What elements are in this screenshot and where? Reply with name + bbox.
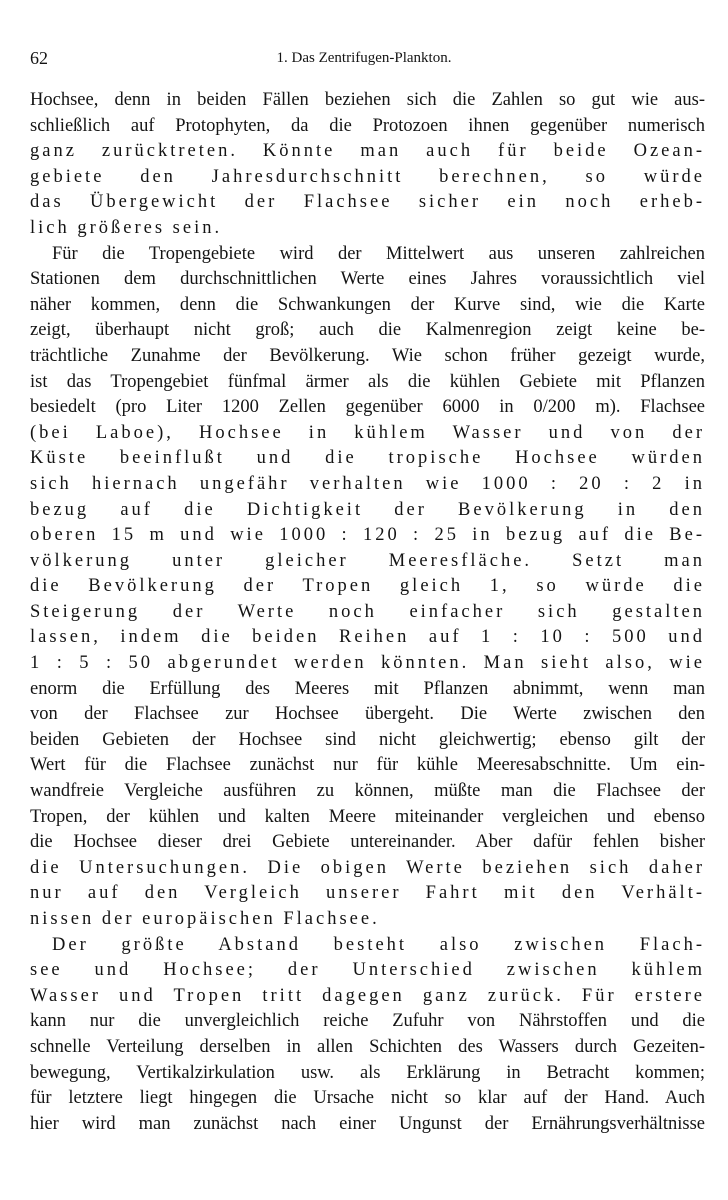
text-line: völkerung unter gleicher Meeresfläche. Setzt man: [30, 550, 705, 571]
text-line: 1 : 5 : 50 abgerundet werden könnten. Man sieht also, wie: [30, 653, 705, 674]
body-text: [30, 88, 705, 1137]
text-line: ist das Tropengebiet fünfmal ärmer als die kühlen Gebiete mit Pflanzen: [30, 371, 705, 392]
text-line: lassen, indem die beiden Reihen auf 1 : 10 : 500 und: [30, 627, 705, 648]
text-line: Küste beeinflußt und die tropische Hochsee würden: [30, 448, 705, 469]
text-line: Wert für die Flachsee zunächst nur für kühle Meeresabschnitte. Um ein-: [30, 755, 705, 776]
text-line: beiden Gebieten der Hochsee sind nicht gleichwertig; ebenso gilt der: [30, 729, 705, 750]
text-line: ganz zurücktreten. Könnte man auch für beide Ozean-: [30, 141, 705, 162]
text-line: kann nur die unvergleichlich reiche Zufuhr von Nährstoffen und die: [30, 1011, 705, 1032]
text-line: gebiete den Jahresdurchschnitt berechnen, so würde: [30, 166, 705, 187]
text-line: trächtliche Zunahme der Bevölkerung. Wie schon früher gezeigt wurde,: [30, 345, 705, 366]
text-line: (bei Laboe), Hochsee in kühlem Wasser und von der: [30, 422, 705, 443]
text-line: sich hiernach ungefähr verhalten wie 1000 : 20 : 2 in: [30, 473, 705, 494]
text-line: von der Flachsee zur Hochsee übergeht. Die Werte zwischen den: [30, 704, 705, 725]
text-line: bewegung, Vertikalzirkulation usw. als Erklärung in Betracht kommen;: [30, 1062, 705, 1083]
page-header: [24, 48, 704, 72]
text-line: Steigerung der Werte noch einfacher sich gestalten: [30, 601, 705, 622]
text-line: lich größeres sein.: [30, 217, 223, 238]
text-line: näher kommen, denn die Schwankungen der Kurve sind, wie die Karte: [30, 294, 705, 315]
text-line: Stationen dem durchschnittlichen Werte eines Jahres voraussichtlich viel: [30, 269, 705, 290]
text-line: hier wird man zunächst nach einer Ungunst der Ernährungsverhältnisse: [30, 1113, 705, 1134]
text-line: oberen 15 m und wie 1000 : 120 : 25 in bezug auf die Be-: [30, 525, 705, 546]
text-line: die Hochsee dieser drei Gebiete untereinander. Aber dafür fehlen bisher: [30, 832, 705, 853]
page-number: 62: [30, 48, 48, 68]
text-line: nissen der europäischen Flachsee.: [30, 909, 380, 929]
text-line: Tropen, der kühlen und kalten Meere miteinander vergleichen und ebenso: [30, 806, 705, 827]
text-line: nur auf den Vergleich unserer Fahrt mit den Verhält-: [30, 883, 705, 904]
text-line: Hochsee, denn in beiden Fällen beziehen sich die Zahlen so gut wie aus-: [30, 90, 705, 110]
text-line: für letztere liegt hingegen die Ursache nicht so klar auf der Hand. Auch: [30, 1088, 705, 1109]
text-line: Der größte Abstand besteht also zwischen Flach-: [52, 934, 705, 955]
text-line: die Bevölkerung der Tropen gleich 1, so würde die: [30, 576, 705, 597]
text-line: die Untersuchungen. Die obigen Werte beziehen sich daher: [30, 857, 705, 878]
text-line: das Übergewicht der Flachsee sicher ein noch erheb-: [30, 192, 705, 213]
text-line: schnelle Verteilung derselben in allen Schichten des Wassers durch Gezeiten-: [30, 1036, 705, 1057]
text-line: besiedelt (pro Liter 1200 Zellen gegenüber 6000 in 0/200 m). Flachsee: [30, 397, 705, 418]
text-line: enorm die Erfüllung des Meeres mit Pflanzen abnimmt, wenn man: [30, 678, 705, 699]
text-line: Wasser und Tropen tritt dagegen ganz zurück. Für erstere: [30, 985, 705, 1006]
text-line: zeigt, überhaupt nicht groß; auch die Kalmenregion zeigt keine be-: [30, 320, 705, 341]
text-line: wandfreie Vergleiche ausführen zu können, müßte man die Flachsee der: [30, 781, 705, 802]
text-line: see und Hochsee; der Unterschied zwischen kühlem: [30, 960, 705, 981]
running-head: 1. Das Zentrifugen-Plankton.: [276, 50, 452, 66]
text-line: schließlich auf Protophyten, da die Protozoen ihnen gegenüber numerisch: [30, 115, 705, 136]
text-line: bezug auf die Dichtigkeit der Bevölkerung in den: [30, 499, 705, 520]
text-line: Für die Tropengebiete wird der Mittelwert aus unseren zahlreichen: [52, 243, 705, 264]
